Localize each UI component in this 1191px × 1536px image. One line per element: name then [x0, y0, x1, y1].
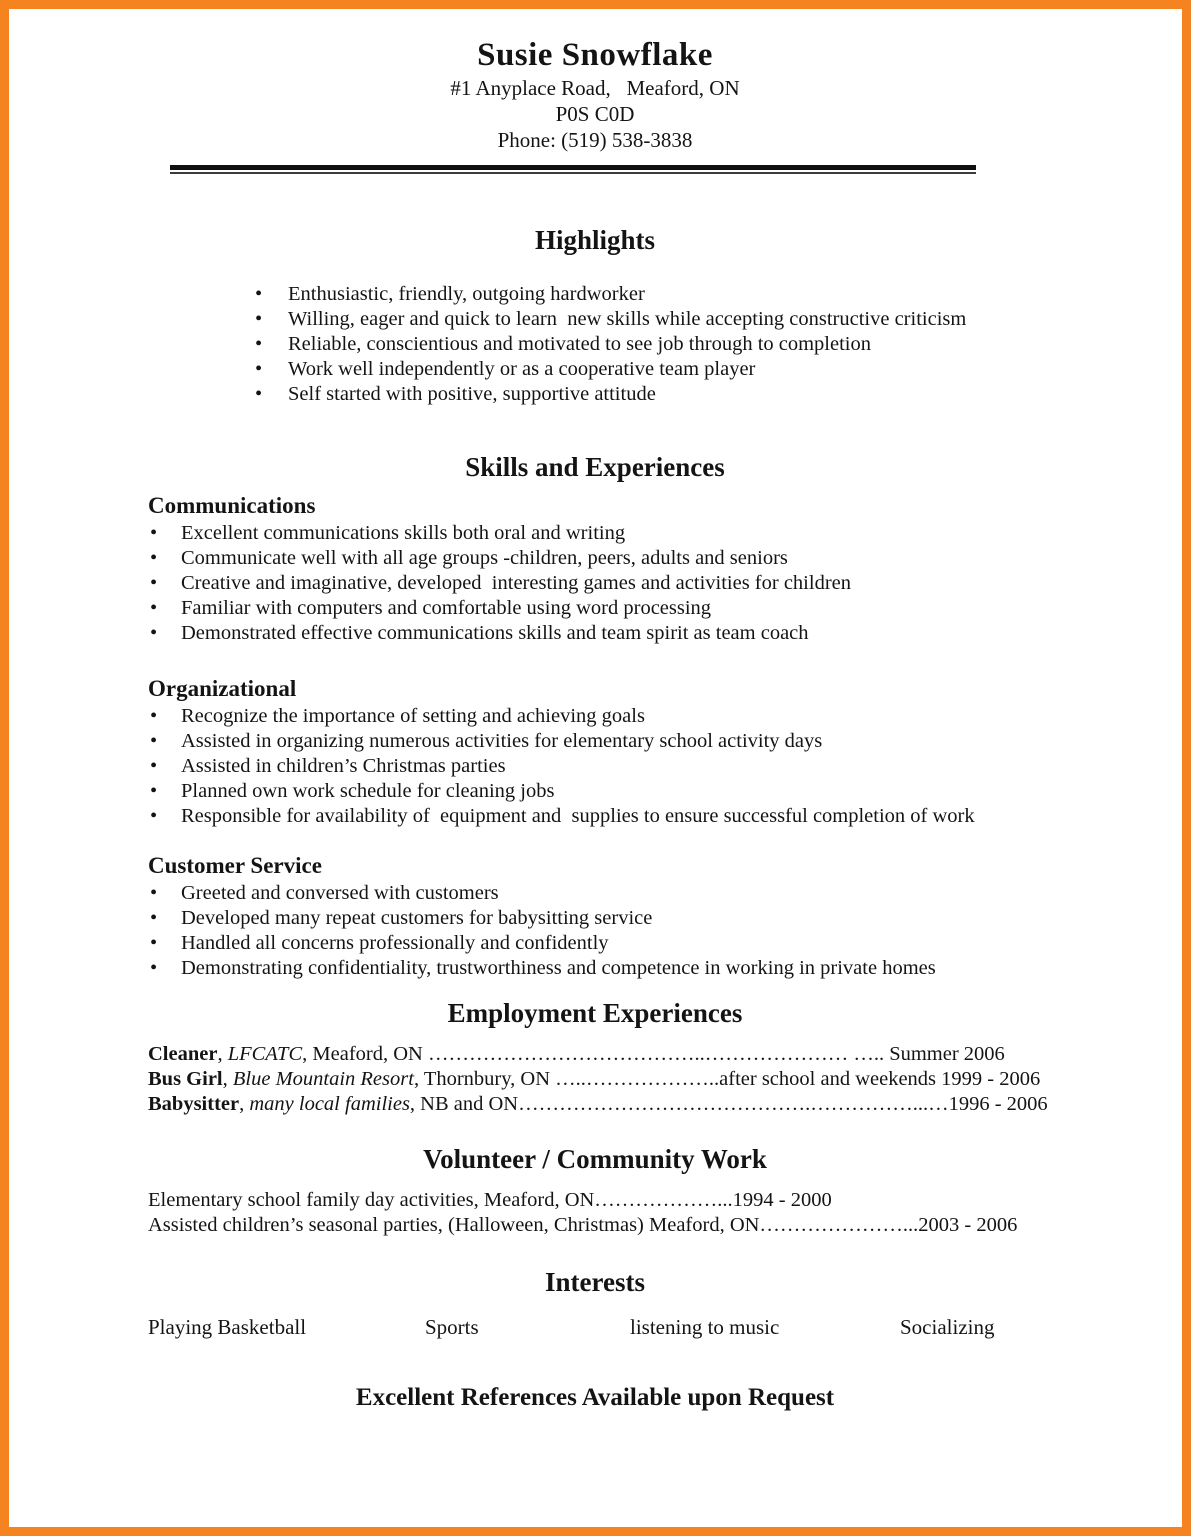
separator: ,: [222, 1068, 233, 1090]
list-item: [150, 596, 1042, 621]
list-item: [150, 704, 1042, 729]
bullet-icon: [150, 931, 181, 956]
bullet-icon: [255, 382, 288, 407]
header: [148, 35, 1042, 153]
person-name: Susie Snowflake: [477, 37, 713, 73]
employer-name: LFCATC: [227, 1043, 303, 1065]
bullet-icon: [150, 571, 181, 596]
list-item-text: Responsible for availability of equipment and supplies to ensure successful completion of work: [181, 805, 975, 827]
list-item-text: Communicate well with all age groups -children, peers, adults and seniors: [181, 547, 788, 569]
list-item: [150, 546, 1042, 571]
list-item: [255, 332, 1042, 357]
list-item-text: Excellent communications skills both oral and writing: [181, 522, 626, 544]
list-item-text: Demonstrating confidentiality, trustworthiness and competence in working in private homes: [181, 957, 936, 979]
bullet-icon: [150, 906, 181, 931]
highlights-title: Highlights: [534, 225, 656, 255]
bullet-icon: [150, 779, 181, 804]
phone-line: Phone: (519) 538-3838: [497, 128, 693, 152]
bullet-icon: [255, 282, 288, 307]
section-interests: [148, 1266, 1042, 1340]
references-note: Excellent References Available upon Request: [355, 1384, 835, 1411]
list-item: [150, 621, 1042, 646]
separator: ,: [217, 1043, 228, 1065]
bullet-icon: [150, 881, 181, 906]
list-item-text: Willing, eager and quick to learn new skills while accepting constructive criticism: [288, 308, 967, 330]
list-item-text: Demonstrated effective communications skills and team spirit as team coach: [181, 622, 809, 644]
list-item: [150, 881, 1042, 906]
bullet-icon: [150, 621, 181, 646]
section-volunteer: [148, 1143, 1042, 1238]
list-item: [150, 906, 1042, 931]
list-item: [150, 729, 1042, 754]
bullet-icon: [150, 729, 181, 754]
job-title: Bus Girl: [148, 1068, 223, 1090]
entry-detail: , NB and ON…………………………………….……………...…1996 - 2006: [409, 1093, 1048, 1115]
subsection-heading-customer-service: Customer Service: [148, 853, 322, 878]
list-item: [150, 779, 1042, 804]
volunteer-entry: Elementary school family day activities, Meaford, ON………………...1994 - 2000: [148, 1189, 832, 1211]
bullet-icon: [150, 521, 181, 546]
divider-thin-line: [170, 172, 976, 174]
separator: ,: [239, 1093, 250, 1115]
bullet-icon: [150, 956, 181, 981]
list-item-text: Assisted in organizing numerous activities for elementary school activity days: [181, 730, 823, 752]
list-item: [255, 382, 1042, 407]
section-highlights: [148, 224, 1042, 407]
bullet-icon: [150, 546, 181, 571]
section-employment: [148, 997, 1048, 1117]
list-item-text: Familiar with computers and comfortable using word processing: [181, 597, 712, 619]
bullet-icon: [255, 357, 288, 382]
job-title: Cleaner: [148, 1043, 218, 1065]
organizational-list: [148, 704, 1042, 829]
bullet-icon: [150, 754, 181, 779]
resume-content: [9, 9, 1182, 1412]
employment-entry: [148, 1067, 1042, 1092]
employment-title: Employment Experiences: [447, 998, 743, 1028]
volunteer-list: [148, 1188, 1042, 1238]
interest-item: listening to music: [630, 1315, 780, 1339]
interest-item: Playing Basketball: [148, 1315, 307, 1339]
volunteer-entry: Assisted children’s seasonal parties, (Halloween, Christmas) Meaford, ON…………………...2003 - 2006: [148, 1214, 1018, 1236]
divider-thick-line: [170, 165, 976, 170]
address-line: #1 Anyplace Road, Meaford, ON: [450, 76, 740, 100]
interest-item: Socializing: [900, 1315, 995, 1339]
bullet-icon: [150, 804, 181, 829]
bullet-icon: [255, 332, 288, 357]
list-item: [255, 357, 1042, 382]
employer-name: Blue Mountain Resort: [232, 1068, 414, 1090]
list-item-text: Work well independently or as a cooperative team player: [288, 358, 756, 380]
employer-name: many local families: [249, 1093, 410, 1115]
entry-detail: , Meaford, ON …………………………………..………………… ….. Summer 2006: [302, 1043, 1005, 1065]
list-item-text: Creative and imaginative, developed interesting games and activities for children: [181, 572, 852, 594]
list-item-text: Self started with positive, supportive attitude: [288, 383, 656, 405]
volunteer-title: Volunteer / Community Work: [423, 1144, 767, 1174]
interests-title: Interests: [545, 1267, 645, 1297]
bullet-icon: [150, 596, 181, 621]
list-item: [150, 521, 1042, 546]
bullet-icon: [255, 307, 288, 332]
list-item: [150, 754, 1042, 779]
list-item-text: Planned own work schedule for cleaning jobs: [181, 780, 555, 802]
employment-entry: [148, 1042, 1042, 1067]
list-item-text: Recognize the importance of setting and achieving goals: [181, 705, 645, 727]
entry-detail: , Thornbury, ON …..………………..after school and weekends 1999 - 2006: [413, 1068, 1041, 1090]
list-item-text: Enthusiastic, friendly, outgoing hardworker: [288, 283, 645, 305]
interest-item: Sports: [425, 1315, 479, 1339]
section-skills: [148, 451, 1042, 981]
list-item: [255, 282, 1042, 307]
list-item: [150, 931, 1042, 956]
list-item-text: Greeted and conversed with customers: [181, 882, 499, 904]
list-item: [150, 956, 1042, 981]
customer-service-list: [148, 881, 1042, 981]
list-item-text: Handled all concerns professionally and confidently: [181, 932, 609, 954]
list-item: [255, 307, 1042, 332]
interests-list: [148, 1314, 1042, 1340]
header-divider: [170, 165, 976, 174]
list-item-text: Reliable, conscientious and motivated to see job through to completion: [288, 333, 871, 355]
list-item-text: Developed many repeat customers for babysitting service: [181, 907, 653, 929]
list-item: [150, 804, 1042, 829]
employment-entry: [148, 1092, 1048, 1117]
subsection-heading-organizational: Organizational: [148, 676, 297, 701]
list-item: [150, 571, 1042, 596]
highlights-list: [148, 282, 1042, 407]
skills-title: Skills and Experiences: [465, 452, 725, 482]
subsection-heading-communications: Communications: [148, 493, 316, 518]
postal-code: P0S C0D: [555, 102, 635, 126]
list-item-text: Assisted in children’s Christmas parties: [181, 755, 506, 777]
bullet-icon: [150, 704, 181, 729]
job-title: Babysitter: [148, 1093, 240, 1115]
employment-list: [148, 1042, 1048, 1117]
communications-list: [148, 521, 1042, 646]
